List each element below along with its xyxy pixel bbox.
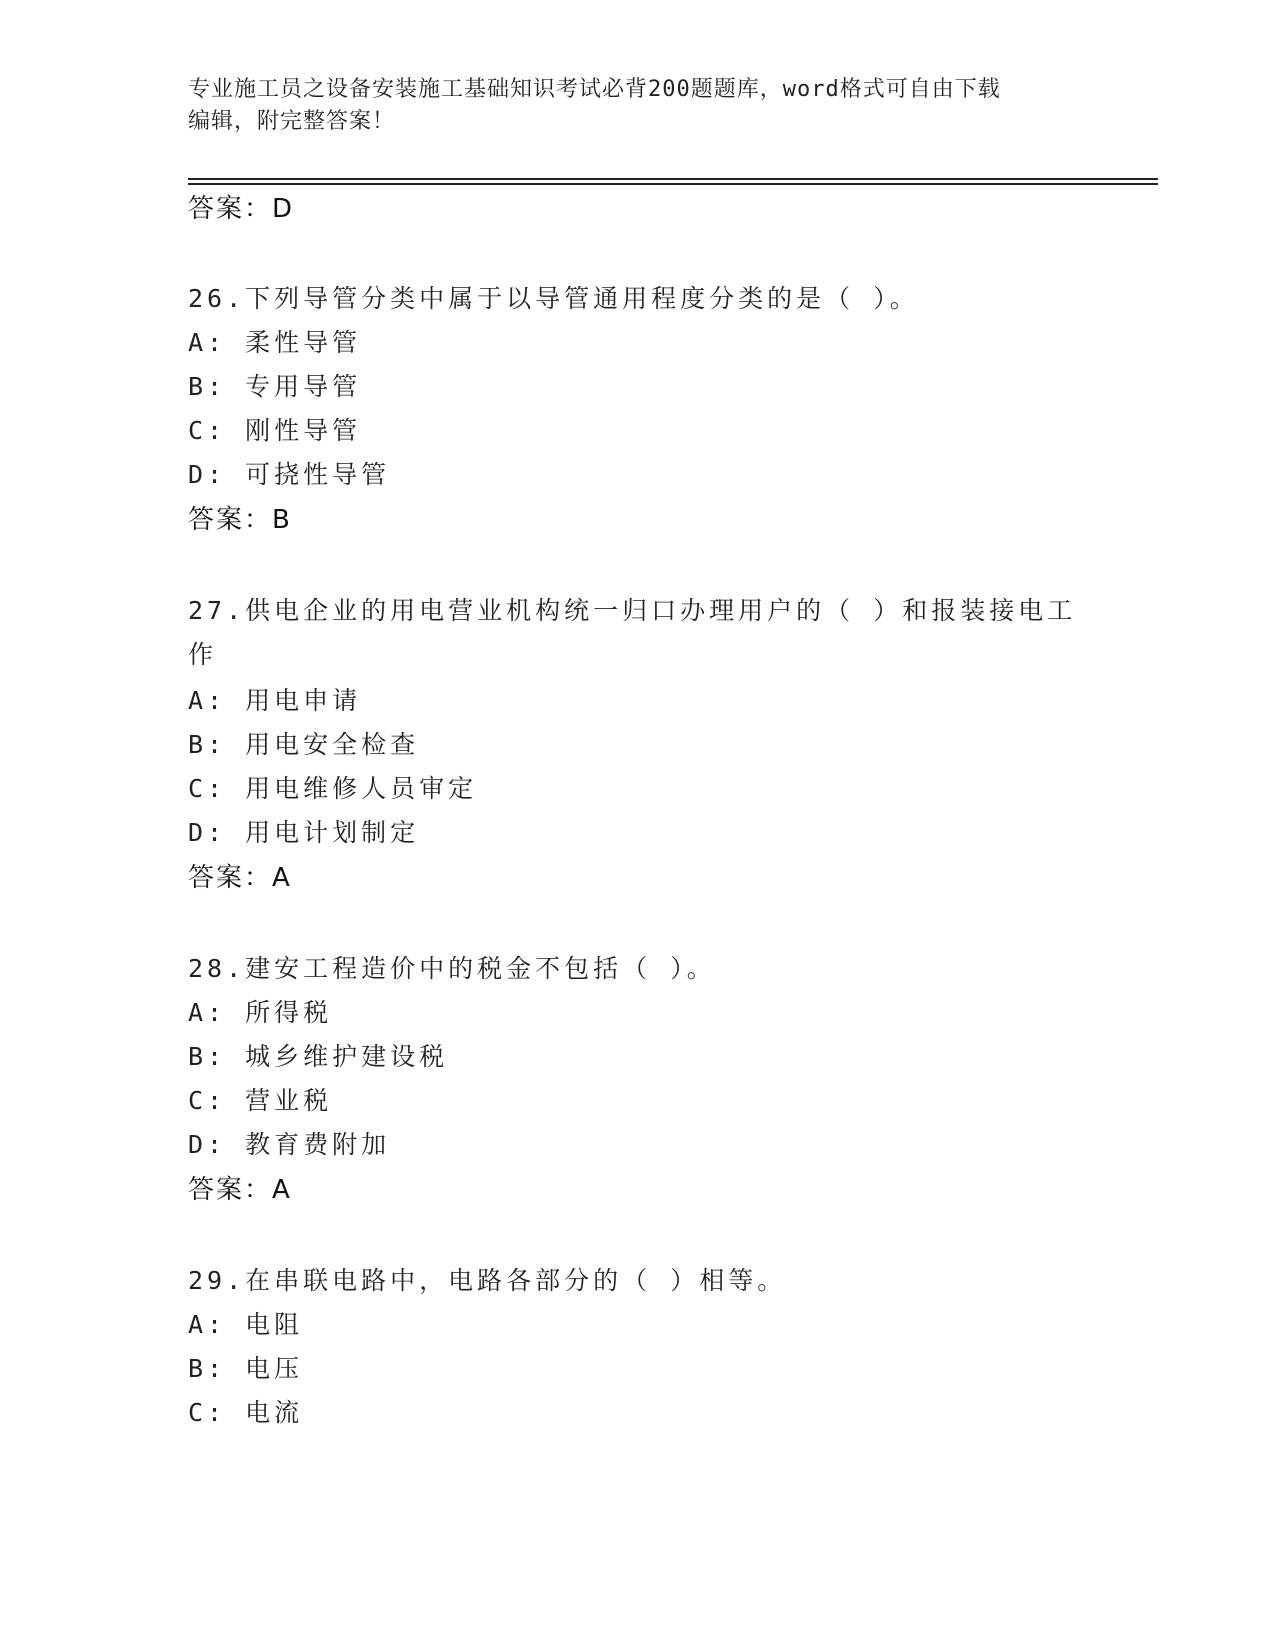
question-26-stem: 26.下列导管分类中属于以导管通用程度分类的是（ ）。	[188, 284, 919, 313]
question-27-option-c: C: 用电维修人员审定	[188, 774, 478, 803]
question-28-option-b: B: 城乡维护建设税	[188, 1042, 449, 1071]
question-26-option-b: B: 专用导管	[188, 372, 362, 401]
question-27-answer: 答案：A	[188, 863, 292, 893]
question-29-stem: 29.在串联电路中，电路各部分的（ ）相等。	[188, 1266, 787, 1295]
question-27-option-d: D: 用电计划制定	[188, 818, 420, 847]
question-27-option-b: B: 用电安全检查	[188, 730, 420, 759]
question-27-stem-line-2: 作	[188, 640, 218, 669]
header-line-2: 编辑，附完整答案！	[188, 109, 396, 134]
question-26-option-c: C: 刚性导管	[188, 416, 362, 445]
question-27-option-a: A: 用电申请	[188, 686, 362, 715]
question-26-option-d: D: 可挠性导管	[188, 460, 391, 489]
question-29-option-a: A: 电阻	[188, 1310, 304, 1339]
header-line-1: 专业施工员之设备安装施工基础知识考试必背200题题库，word格式可自由下载	[188, 77, 1001, 102]
document-header	[188, 74, 1068, 138]
header-divider-bottom	[188, 183, 1158, 185]
question-28-stem: 28.建安工程造价中的税金不包括（ ）。	[188, 954, 716, 983]
question-29-option-b: B: 电压	[188, 1354, 304, 1383]
question-28-option-c: C: 营业税	[188, 1086, 333, 1115]
question-26-answer: 答案：B	[188, 505, 292, 535]
question-29-option-c: C: 电流	[188, 1398, 304, 1427]
header-divider-top	[188, 178, 1158, 180]
question-26-option-a: A: 柔性导管	[188, 328, 362, 357]
question-28-answer: 答案：A	[188, 1175, 292, 1205]
answer-prev: 答案：D	[188, 194, 295, 224]
question-28-option-a: A: 所得税	[188, 998, 333, 1027]
question-28-option-d: D: 教育费附加	[188, 1130, 391, 1159]
question-27-stem-line-1: 27.供电企业的用电营业机构统一归口办理用户的（ ）和报装接电工	[188, 596, 1077, 625]
